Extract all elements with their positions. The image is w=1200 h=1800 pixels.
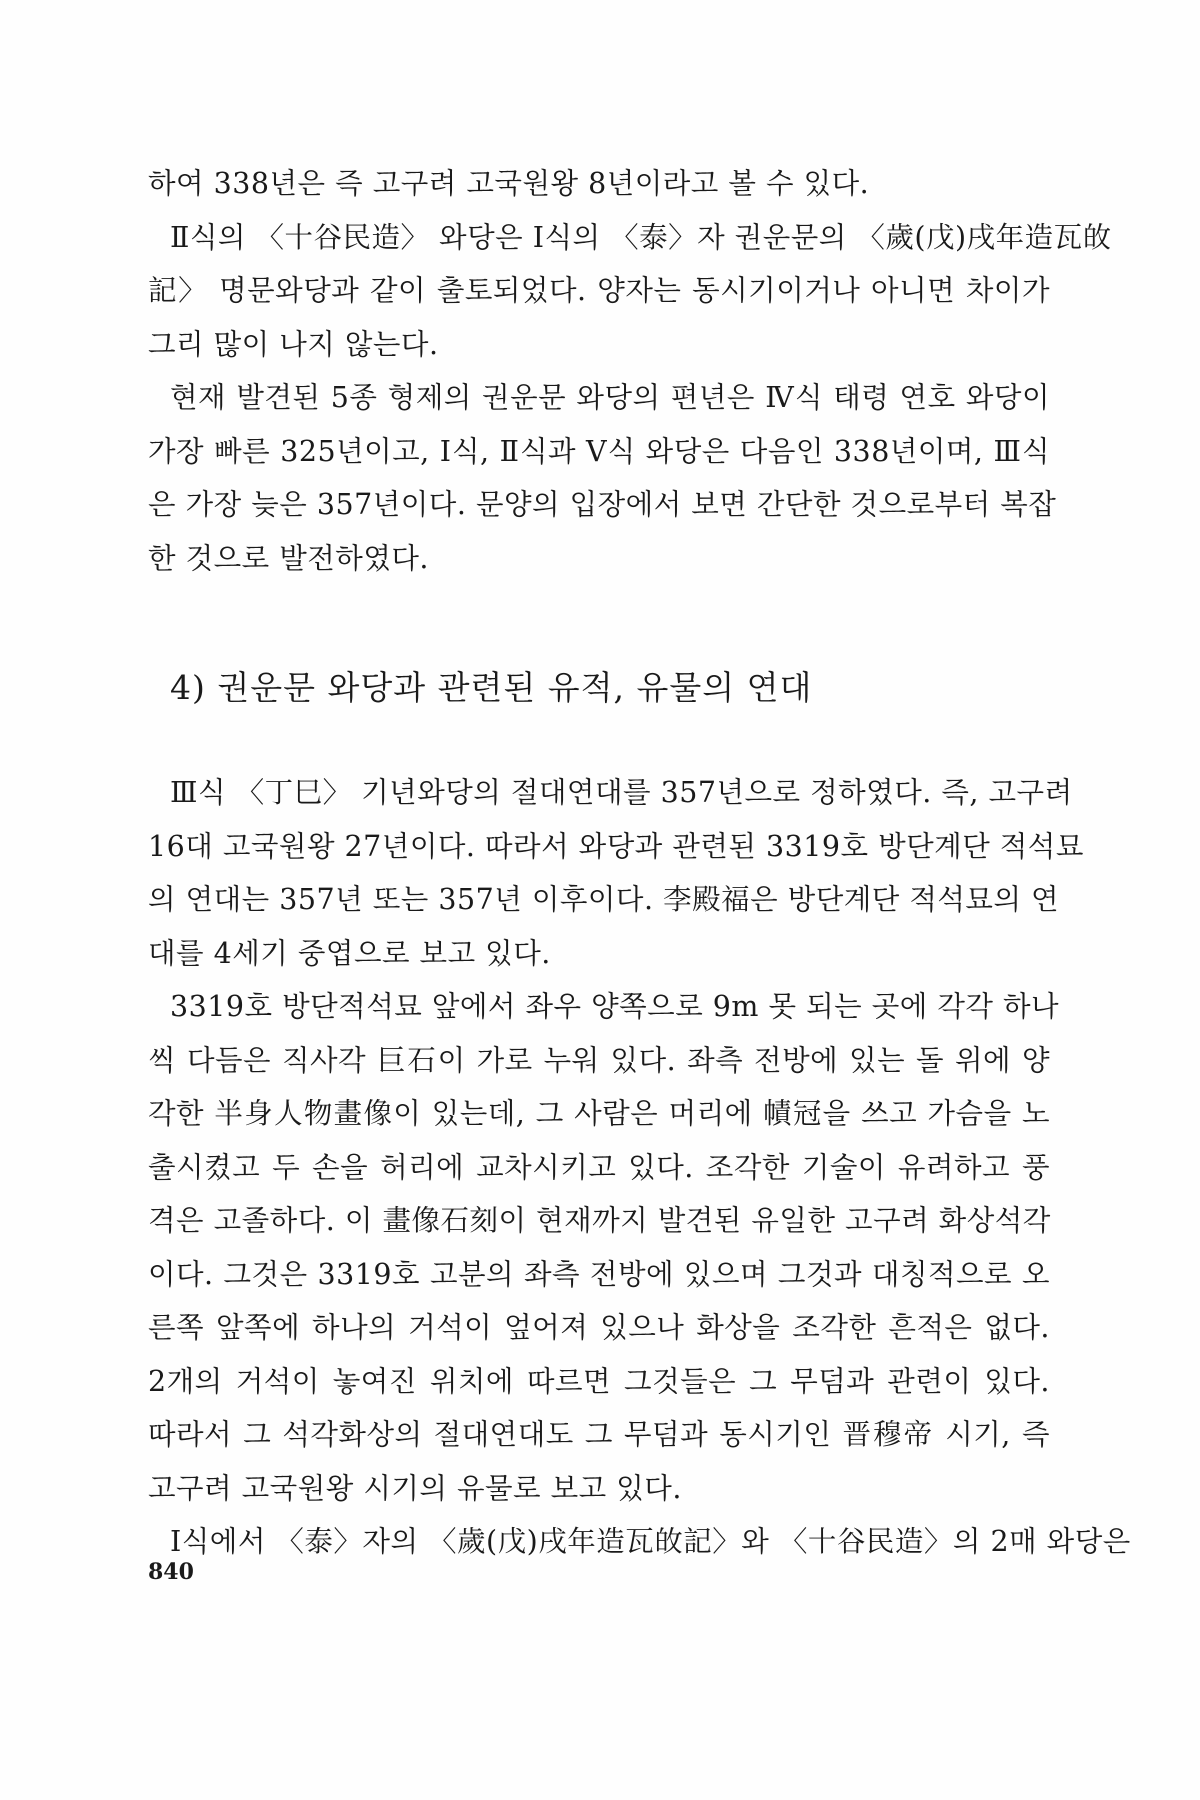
text-line: 대를 4세기 중엽으로 보고 있다. [148,936,551,970]
text-line: 각한 半身人物畫像이 있는데, 그 사람은 머리에 幘冠을 쓰고 가슴을 노 [148,1097,1050,1130]
text-line: 씩 다듬은 직사각 巨石이 가로 누워 있다. 좌측 전방에 있는 돌 위에 양 [148,1043,1050,1077]
text-line: 격은 고졸하다. 이 畫像石刻이 현재까지 발견된 유일한 고구려 화상석각 [148,1204,1051,1237]
text-line: 현재 발견된 5종 형제의 권운문 와당의 편년은 Ⅳ식 태령 연호 와당이 [170,381,1050,414]
text-line: 記〉 명문와당과 같이 출토되었다. 양자는 동시기이거나 아니면 차이가 [148,274,1050,307]
text-line: Ⅲ식 〈丁巳〉 기년와당의 절대연대를 357년으로 정하였다. 즉, 고구려 [170,776,1073,809]
text-block-bottom [148,766,1131,1569]
text-line: 른쪽 앞쪽에 하나의 거석이 엎어져 있으나 화상을 조각한 흔적은 없다. [148,1311,1050,1344]
text-block-top [148,157,1112,585]
text-line: 하여 338년은 즉 고구려 고국원왕 8년이라고 볼 수 있다. [148,167,870,200]
text-line: 고구려 고국원왕 시기의 유물로 보고 있다. [148,1471,682,1505]
text-line: 2개의 거석이 놓여진 위치에 따르면 그것들은 그 무덤과 관련이 있다. [148,1364,1050,1398]
text-line: 이다. 그것은 3319호 고분의 좌측 전방에 있으며 그것과 대칭적으로 오 [148,1257,1050,1291]
text-line: 가장 빠른 325년이고, Ⅰ식, Ⅱ식과 Ⅴ식 와당은 다음인 338년이며, Ⅲ식 [148,434,1050,468]
text-line: 은 가장 늦은 357년이다. 문양의 입장에서 보면 간단한 것으로부터 복잡 [148,488,1057,521]
text-line: 16대 고국원왕 27년이다. 따라서 와당과 관련된 3319호 방단계단 적석묘 [148,829,1084,863]
page-number: 840 [148,1559,194,1585]
section-heading: 4) 권운문 와당과 관련된 유적, 유물의 연대 [170,668,813,707]
text-line: 3319호 방단적석묘 앞에서 좌우 양쪽으로 9m 못 되는 곳에 각각 하나 [170,990,1060,1023]
text-line: Ⅱ식의 〈十谷民造〉 와당은 Ⅰ식의 〈泰〉자 권운문의 〈歲(戊)戌年造瓦敀 [170,220,1112,254]
text-line: Ⅰ식에서 〈泰〉자의 〈歲(戊)戌年造瓦敀記〉와 〈十谷民造〉의 2매 와당은 [170,1525,1131,1558]
text-line: 따라서 그 석각화상의 절대연대도 그 무덤과 동시기인 晋穆帝 시기, 즉 [148,1418,1050,1451]
text-line: 한 것으로 발전하였다. [148,541,429,575]
text-line: 그리 많이 나지 않는다. [148,327,439,361]
text-line: 의 연대는 357년 또는 357년 이후이다. 李殿福은 방단계단 적석묘의 연 [148,883,1060,916]
text-line: 출시켰고 두 손을 허리에 교차시키고 있다. 조각한 기술이 유려하고 풍 [148,1150,1050,1184]
